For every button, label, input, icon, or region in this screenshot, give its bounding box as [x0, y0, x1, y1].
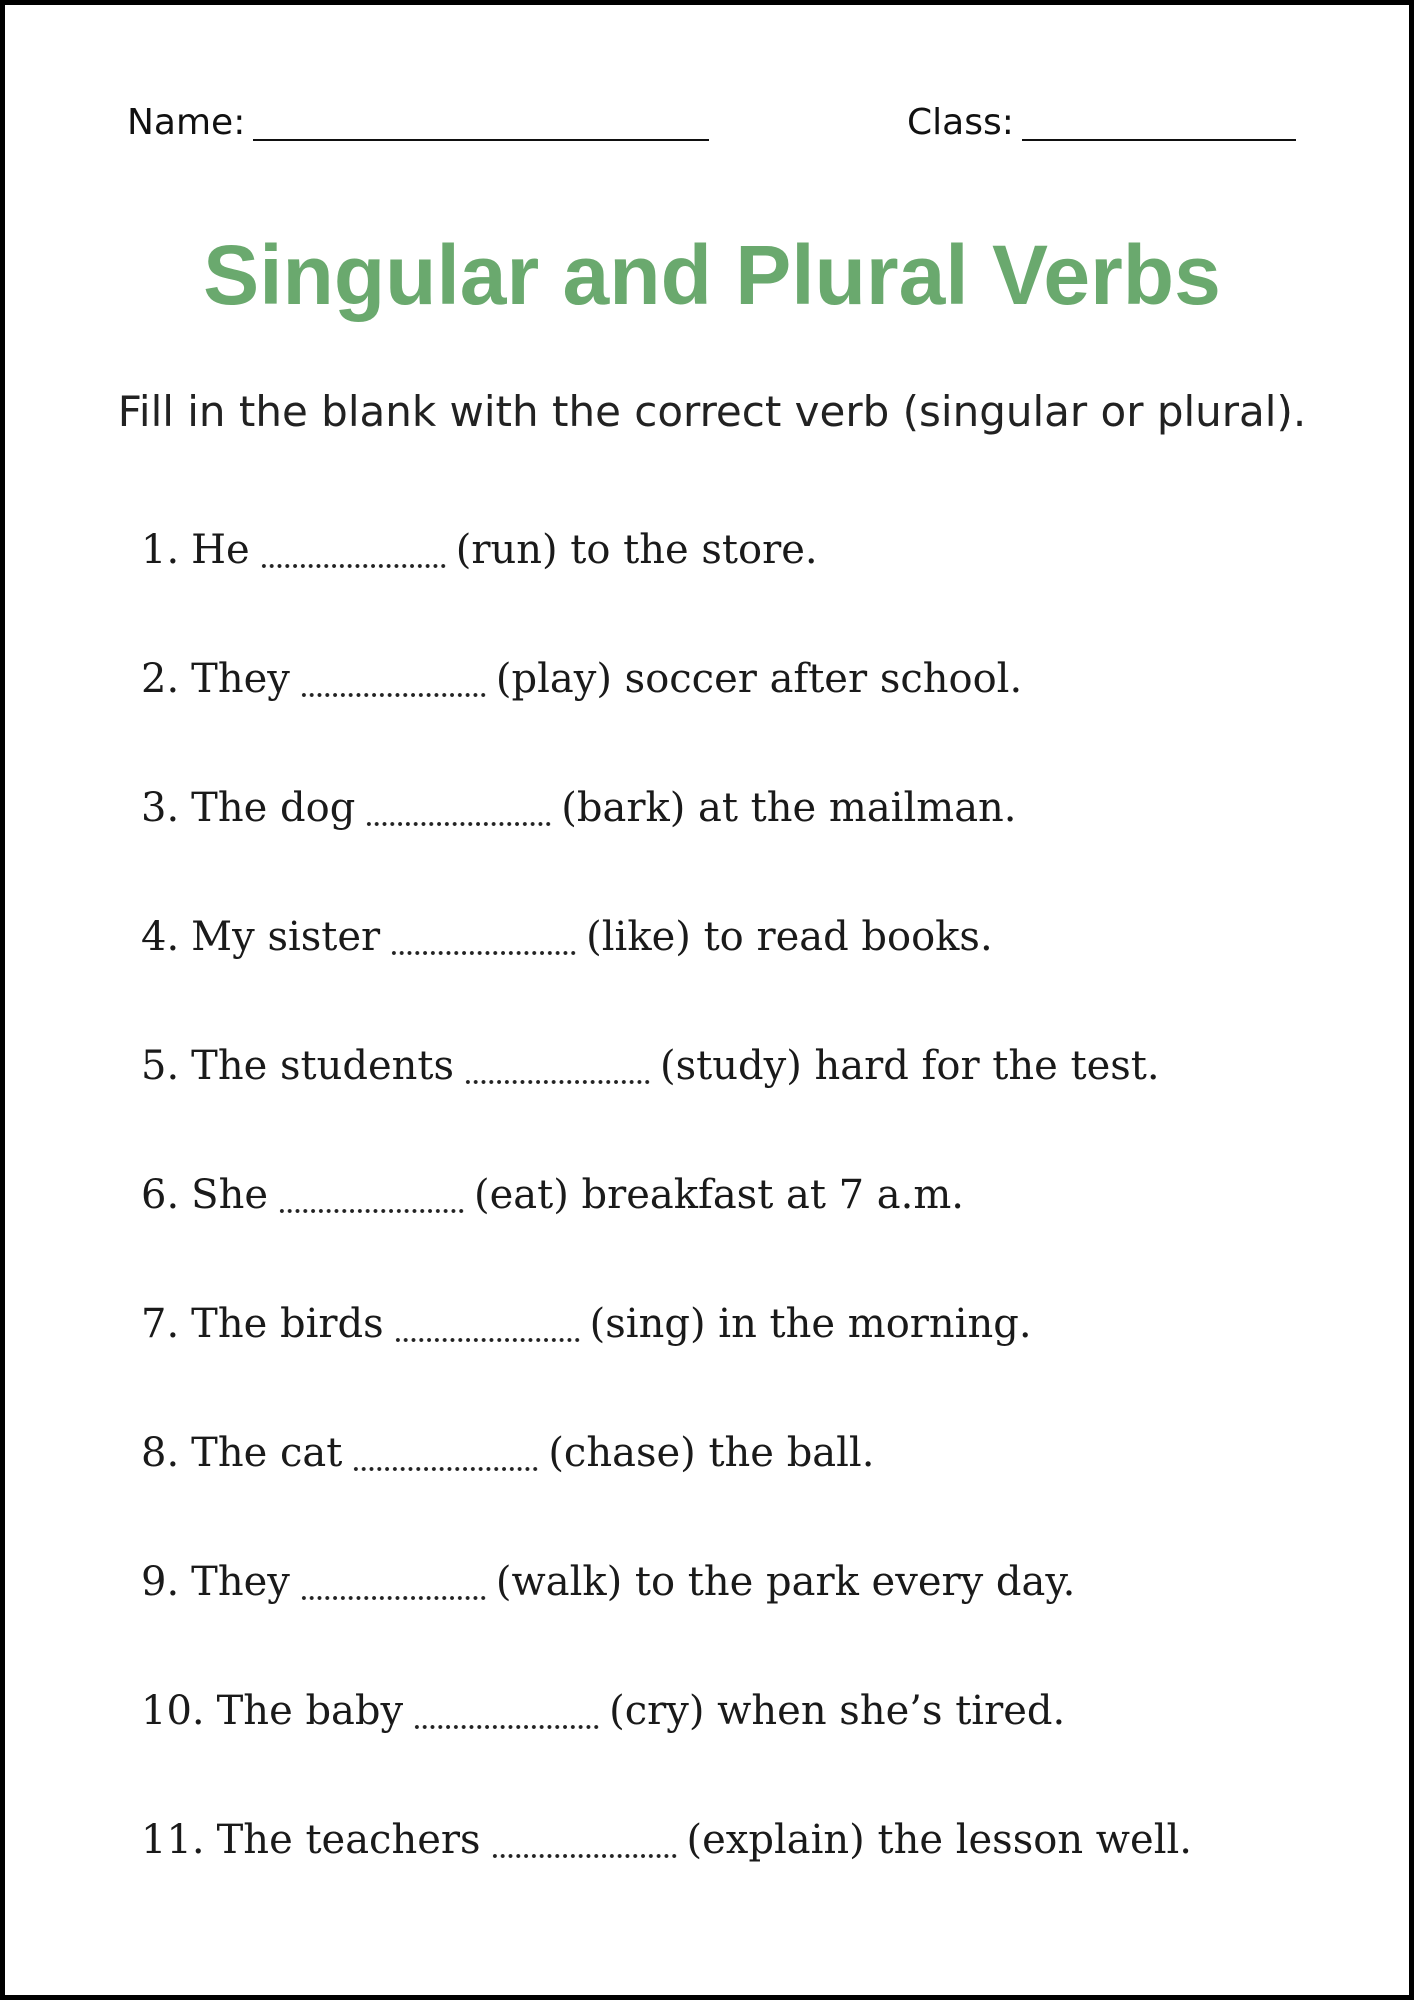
- answer-blank[interactable]: [390, 907, 578, 967]
- class-field: [907, 101, 1296, 141]
- question-item: [141, 520, 1192, 649]
- question-number: 8.: [141, 1430, 180, 1476]
- question-subject: The baby: [216, 1688, 404, 1734]
- question-subject: They: [191, 656, 290, 702]
- question-number: 2.: [141, 656, 180, 702]
- answer-blank[interactable]: [352, 1423, 540, 1483]
- question-number: 7.: [141, 1301, 180, 1347]
- question-item: [141, 1165, 1192, 1294]
- question-rest: (like) to read books.: [586, 914, 993, 960]
- question-item: [141, 1294, 1192, 1423]
- name-label: Name:: [127, 102, 246, 143]
- question-subject: The teachers: [216, 1817, 481, 1863]
- question-subject: The students: [191, 1043, 455, 1089]
- name-blank-line[interactable]: [253, 101, 709, 141]
- question-subject: They: [191, 1559, 290, 1605]
- answer-blank[interactable]: [278, 1165, 466, 1225]
- question-item: [141, 778, 1192, 907]
- answer-blank[interactable]: [464, 1036, 652, 1096]
- class-blank-line[interactable]: [1022, 101, 1296, 141]
- answer-blank[interactable]: [300, 649, 488, 709]
- question-number: 6.: [141, 1172, 180, 1218]
- question-rest: (eat) breakfast at 7 a.m.: [474, 1172, 964, 1218]
- worksheet-title: Singular and Plural Verbs: [203, 228, 1221, 322]
- question-subject: The cat: [191, 1430, 343, 1476]
- question-rest: (chase) the ball.: [548, 1430, 875, 1476]
- class-label: Class:: [907, 102, 1014, 143]
- question-item: [141, 907, 1192, 1036]
- question-item: [141, 1810, 1192, 1939]
- question-rest: (bark) at the mailman.: [561, 785, 1017, 831]
- question-number: 1.: [141, 527, 180, 573]
- question-item: [141, 1552, 1192, 1681]
- question-item: [141, 1681, 1192, 1810]
- question-item: [141, 1036, 1192, 1165]
- question-rest: (sing) in the morning.: [589, 1301, 1032, 1347]
- question-rest: (study) hard for the test.: [660, 1043, 1160, 1089]
- question-list: [141, 520, 1192, 1939]
- question-rest: (play) soccer after school.: [495, 656, 1023, 702]
- question-subject: My sister: [191, 914, 381, 960]
- answer-blank[interactable]: [394, 1294, 582, 1354]
- answer-blank[interactable]: [260, 520, 448, 580]
- question-subject: He: [191, 527, 250, 573]
- question-item: [141, 1423, 1192, 1552]
- question-number: 10.: [141, 1688, 205, 1734]
- question-subject: The dog: [191, 785, 356, 831]
- question-number: 9.: [141, 1559, 180, 1605]
- answer-blank[interactable]: [413, 1681, 601, 1741]
- question-item: [141, 649, 1192, 778]
- question-rest: (explain) the lesson well.: [686, 1817, 1192, 1863]
- question-number: 11.: [141, 1817, 205, 1863]
- question-rest: (walk) to the park every day.: [495, 1559, 1076, 1605]
- answer-blank[interactable]: [491, 1810, 679, 1870]
- question-rest: (run) to the store.: [455, 527, 818, 573]
- instructions: Fill in the blank with the correct verb (singular or plural).: [117, 387, 1307, 436]
- answer-blank[interactable]: [300, 1552, 488, 1612]
- question-rest: (cry) when she’s tired.: [609, 1688, 1066, 1734]
- question-number: 5.: [141, 1043, 180, 1089]
- question-number: 4.: [141, 914, 180, 960]
- question-subject: She: [191, 1172, 269, 1218]
- name-field: [127, 101, 709, 141]
- question-subject: The birds: [191, 1301, 384, 1347]
- question-number: 3.: [141, 785, 180, 831]
- answer-blank[interactable]: [365, 778, 553, 838]
